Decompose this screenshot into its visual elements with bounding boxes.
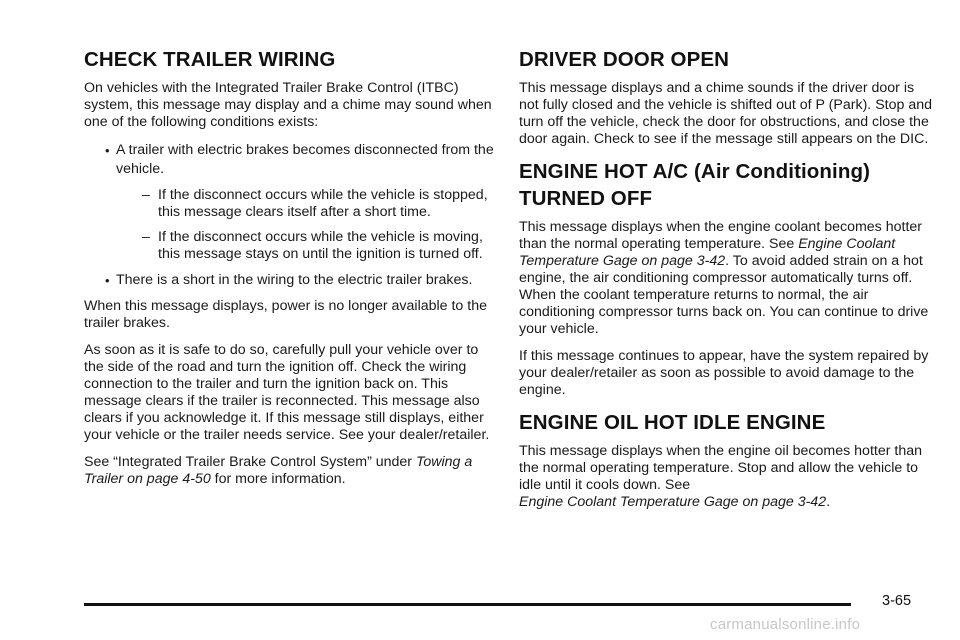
dash-icon: – [142,187,150,203]
paragraph-power: When this message displays, power is no longer available to the trailer brakes. [84,298,487,331]
engine-hot-text-cont: . To avoid added strain on a hot engine, the air conditioning compressor automatically turns off. When the coolant temperature returns to normal, the air conditioning compressor turns back on. You can continue to drive your vehicle. [519,253,929,337]
list-item-text: There is a short in the wiring to the electric trailer brakes. [116,272,473,288]
sub-list-item [84,229,494,263]
see-more-suffix: for more information. [210,471,346,487]
paragraph-instructions: As soon as it is safe to do so, carefully pull your vehicle over to the side of the road and turn the ignition off. Check the wiring connection to the trailer and turn the ignition back on. This message clears if the trailer is reconnected. This message also clears if you acknowledge it. If this message still displays, either your vehicle or the trailer needs service. See your dealer/retailer. [84,342,490,443]
engine-oil-text: This message displays when the engine oil becomes hotter than the normal operating temperature. Stop and allow the vehicle to idle until it cools down. See [519,443,922,493]
heading-driver-door-open: DRIVER DOOR OPEN [519,48,730,71]
heading-check-trailer-wiring: CHECK TRAILER WIRING [84,48,336,71]
see-more-text: See “Integrated Trailer Brake Control System” under [84,454,413,470]
footer-divider [84,603,851,606]
sub-list-item-text: If the disconnect occurs while the vehicle is stopped, this message clears itself after a short time. [158,187,488,220]
paragraph-engine-oil [519,443,934,511]
engine-hot-text: This message displays when the engine coolant becomes hotter than the normal operating temperature. See [519,219,922,252]
heading-engine-oil-hot: ENGINE OIL HOT IDLE ENGINE [519,411,826,434]
right-column [519,46,934,521]
sub-list-item [84,187,494,221]
left-column [84,46,494,498]
page-reference-link[interactable]: Engine Coolant Temperature Gage on page 3-42 [519,236,896,269]
dash-icon: – [142,229,150,245]
paragraph-see-more [84,454,494,488]
paragraph-repair: If this message continues to appear, have the system repaired by your dealer/retailer as soon as possible to avoid damage to the engine. [519,348,929,398]
page-reference-link[interactable]: Engine Coolant Temperature Gage on page 3-42 [519,494,827,510]
list-item-text: A trailer with electric brakes becomes disconnected from the vehicle. [116,142,494,177]
paragraph-engine-hot [519,219,934,338]
page-reference-link[interactable]: Towing a Trailer on page 4-50 [84,454,473,487]
bullet-icon: • [105,273,110,288]
paragraph-intro: On vehicles with the Integrated Trailer Brake Control (ITBC) system, this message may display and a chime may sound when one of the following conditions exists: [84,80,492,130]
paragraph-driver-door: This message displays and a chime sounds if the driver door is not fully closed and the vehicle is shifted out of P (Park). Stop and turn off the vehicle, check the door for obstructions, and close the door again. Check to see if the message still appears on the DIC. [519,80,932,147]
heading-engine-hot-ac: ENGINE HOT A/C (Air Conditioning) TURNED OFF [519,160,870,210]
list-item [84,141,494,179]
list-item [84,271,494,290]
bullet-icon: • [105,143,110,158]
watermark: carmanualsonline.info [710,616,861,633]
engine-oil-suffix: . [826,494,831,510]
sub-list-item-text: If the disconnect occurs while the vehicle is moving, this message stays on until the ignition is turned off. [158,229,483,262]
page-number: 3-65 [882,593,912,609]
